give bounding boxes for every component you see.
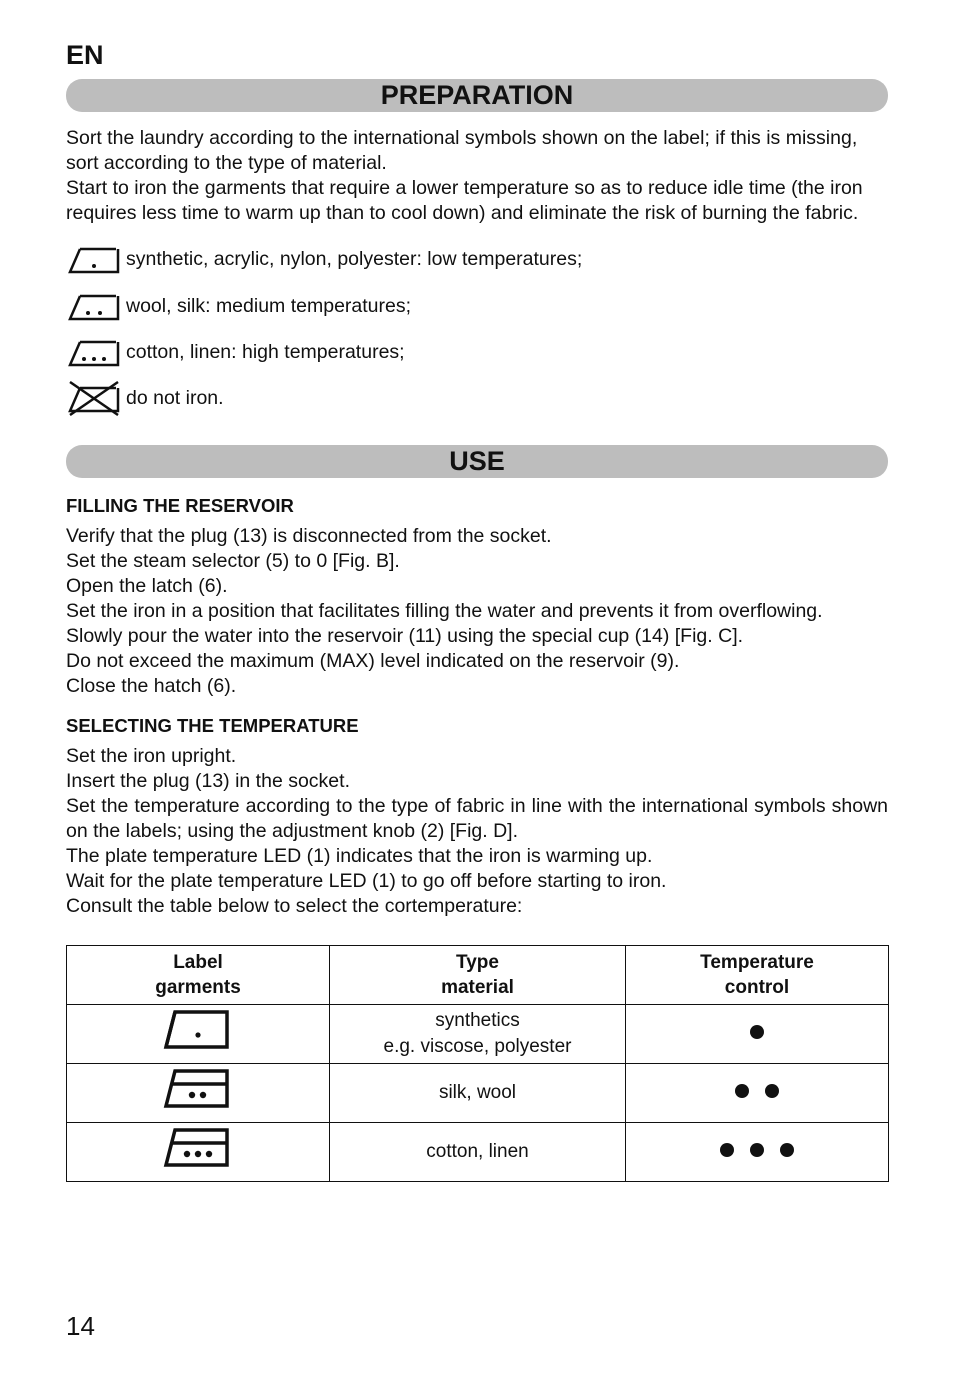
instruction-line: Set the steam selector (5) to 0 [Fig. B]. xyxy=(66,550,400,572)
preparation-para-2: Start to iron the garments that require a lower temperature so as to reduce idle time (the iron requires less time to warm up than to cool down) and eliminate the risk of burning the fabric. xyxy=(66,177,863,224)
instruction-line: The plate temperature LED (1) indicates that the iron is warming up. xyxy=(66,845,653,867)
language-code: EN xyxy=(66,40,104,70)
label-cell xyxy=(67,1064,330,1123)
page-number: 14 xyxy=(66,1311,95,1341)
symbol-label: wool, silk: medium temperatures; xyxy=(126,294,412,317)
temperature-cell xyxy=(626,1005,889,1064)
selecting-instructions xyxy=(66,744,888,919)
material-cell: synthetics e.g. viscose, polyester xyxy=(330,1005,626,1064)
symbol-row-low xyxy=(66,241,582,277)
header-type-material: Type material xyxy=(330,946,626,1005)
symbol-row-high xyxy=(66,334,405,370)
selecting-heading: SELECTING THE TEMPERATURE xyxy=(66,715,359,736)
preparation-title: PREPARATION xyxy=(380,80,574,110)
table-row xyxy=(67,1064,889,1123)
symbol-row-do-not-iron xyxy=(66,380,224,416)
table-row xyxy=(67,1123,889,1182)
use-title: USE xyxy=(449,446,505,476)
symbol-label: cotton, linen: high temperatures; xyxy=(126,340,405,363)
symbol-label: do not iron. xyxy=(126,386,224,409)
material-cell: cotton, linen xyxy=(330,1123,626,1182)
do-not-iron-icon xyxy=(66,380,120,416)
symbol-row-medium xyxy=(66,288,411,324)
instruction-line: Close the hatch (6). xyxy=(66,675,237,697)
table-header-row xyxy=(67,946,889,1005)
header-label-garments: Label garments xyxy=(67,946,330,1005)
instruction-line: Consult the table below to select the cortemperature: xyxy=(66,895,523,917)
filling-heading: FILLING THE RESERVOIR xyxy=(66,495,294,516)
header-temperature-control: Temperature control xyxy=(626,946,889,1005)
symbol-label: synthetic, acrylic, nylon, polyester: low temperatures; xyxy=(126,247,583,270)
filling-instructions xyxy=(66,524,888,699)
instruction-line: Set the iron upright. xyxy=(66,745,237,767)
temperature-dots-high xyxy=(720,1143,794,1157)
temperature-dots-medium xyxy=(735,1084,779,1098)
instruction-line: Verify that the plug (13) is disconnected from the socket. xyxy=(66,525,552,547)
temperature-cell xyxy=(626,1123,889,1182)
use-banner xyxy=(66,445,888,478)
preparation-banner xyxy=(66,79,888,112)
iron-three-dots-icon xyxy=(66,334,120,370)
iron-one-dot-icon xyxy=(163,1008,233,1052)
temperature-table xyxy=(66,945,889,1182)
iron-two-dots-icon xyxy=(163,1067,233,1111)
instruction-line: Insert the plug (13) in the socket. xyxy=(66,770,350,792)
iron-three-dots-icon xyxy=(163,1126,233,1170)
instruction-line: Slowly pour the water into the reservoir (11) using the special cup (14) [Fig. C]. xyxy=(66,625,744,647)
instruction-line: Do not exceed the maximum (MAX) level indicated on the reservoir (9). xyxy=(66,650,680,672)
table-row xyxy=(67,1005,889,1064)
preparation-text xyxy=(66,126,888,226)
instruction-line: Open the latch (6). xyxy=(66,575,228,597)
iron-one-dot-icon xyxy=(66,241,120,277)
instruction-line: Set the temperature according to the type of fabric in line with the international symbols shown on the labels; using the adjustment knob (2) [Fig. D]. xyxy=(66,795,888,842)
label-cell xyxy=(67,1123,330,1182)
iron-two-dots-icon xyxy=(66,288,120,324)
temperature-cell xyxy=(626,1064,889,1123)
label-cell xyxy=(67,1005,330,1064)
material-cell: silk, wool xyxy=(330,1064,626,1123)
instruction-line: Set the iron in a position that facilitates filling the water and prevents it from overflowing. xyxy=(66,600,823,622)
instruction-line: Wait for the plate temperature LED (1) to go off before starting to iron. xyxy=(66,870,667,892)
temperature-dots-low xyxy=(750,1025,764,1039)
preparation-para-1: Sort the laundry according to the international symbols shown on the label; if this is missing, sort according to the type of material. xyxy=(66,127,858,174)
